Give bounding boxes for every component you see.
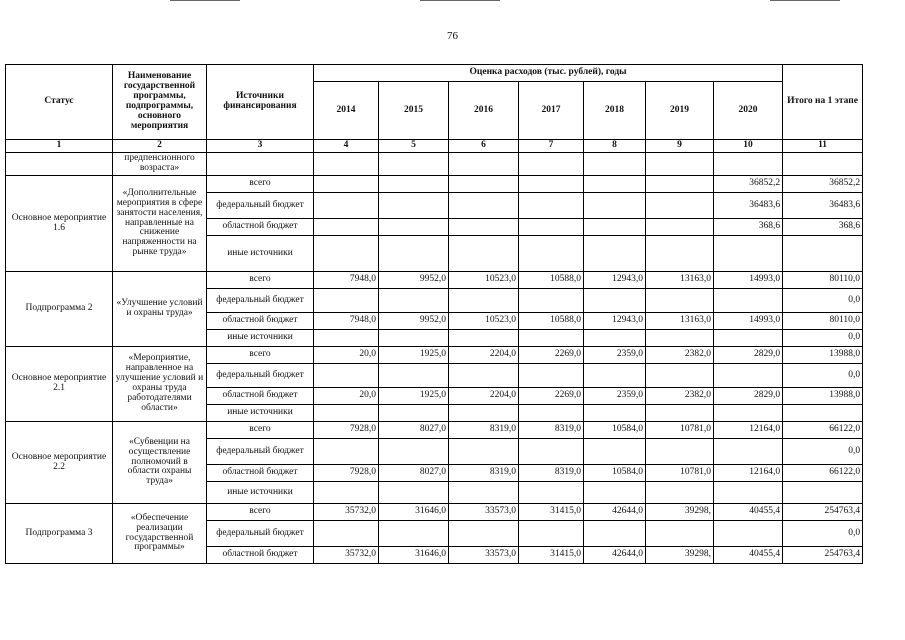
table-row xyxy=(6,176,863,193)
column-index: 4 xyxy=(314,140,379,153)
total-cell: 36483,6 xyxy=(783,193,863,219)
page-number: 76 xyxy=(447,30,458,42)
year-value-cell: 14993,0 xyxy=(714,272,783,289)
year-value-cell: 2382,0 xyxy=(646,388,714,405)
header-estimate: Оценка расходов (тыс. рублей), годы xyxy=(314,65,783,82)
total-cell: 66122,0 xyxy=(783,422,863,439)
year-value-cell xyxy=(379,439,449,465)
year-value-cell xyxy=(379,405,449,422)
year-value-cell: 7928,0 xyxy=(314,465,379,482)
column-index: 6 xyxy=(449,140,519,153)
status-cell: Основное мероприятие 1.6 xyxy=(6,176,113,272)
year-value-cell: 2269,0 xyxy=(519,347,584,364)
year-value-cell xyxy=(646,236,714,272)
funding-source-cell: федеральный бюджет xyxy=(207,364,314,388)
table-body xyxy=(6,140,863,564)
year-value-cell xyxy=(584,364,646,388)
year-value-cell: 31415,0 xyxy=(519,547,584,564)
program-name-cell: «Улучшение условий и охраны труда» xyxy=(113,272,207,347)
funding-source-cell: иные источники xyxy=(207,482,314,504)
year-value-cell: 42644,0 xyxy=(584,504,646,521)
funding-source-cell: федеральный бюджет xyxy=(207,193,314,219)
year-value-cell xyxy=(519,482,584,504)
table-row xyxy=(6,422,863,439)
program-name-cell: «Дополнительные мероприятия в сфере занятости населения, направленные на снижение напряженности на рынке труда» xyxy=(113,176,207,272)
year-value-cell xyxy=(449,439,519,465)
year-value-cell: 40455,4 xyxy=(714,547,783,564)
total-cell: 13988,0 xyxy=(783,388,863,405)
total-cell: 0,0 xyxy=(783,330,863,347)
funding-source-cell: всего xyxy=(207,347,314,364)
year-value-cell xyxy=(646,405,714,422)
year-value-cell xyxy=(379,289,449,313)
funding-source-cell: иные источники xyxy=(207,405,314,422)
year-value-cell xyxy=(584,236,646,272)
funding-source-cell: всего xyxy=(207,176,314,193)
year-value-cell: 12164,0 xyxy=(714,465,783,482)
year-value-cell xyxy=(519,521,584,547)
year-value-cell: 10588,0 xyxy=(519,272,584,289)
year-value-cell xyxy=(584,405,646,422)
year-value-cell: 10588,0 xyxy=(519,313,584,330)
year-value-cell xyxy=(379,236,449,272)
funding-source-cell: областной бюджет xyxy=(207,547,314,564)
header-year: 2014 xyxy=(314,82,379,140)
year-value-cell: 2204,0 xyxy=(449,347,519,364)
header-year: 2018 xyxy=(584,82,646,140)
year-value-cell: 39298, xyxy=(646,504,714,521)
year-value-cell xyxy=(314,193,379,219)
year-value-cell xyxy=(519,289,584,313)
status-cell: Подпрограмма 3 xyxy=(6,504,113,564)
year-value-cell xyxy=(646,176,714,193)
column-index: 10 xyxy=(714,140,783,153)
year-value-cell: 8319,0 xyxy=(449,422,519,439)
header-sources: Источники финансирования xyxy=(207,65,314,140)
total-cell: 368,6 xyxy=(783,219,863,236)
year-value-cell: 2382,0 xyxy=(646,347,714,364)
year-value-cell xyxy=(519,439,584,465)
year-value-cell xyxy=(519,405,584,422)
column-index: 1 xyxy=(6,140,113,153)
year-value-cell: 7948,0 xyxy=(314,272,379,289)
year-value-cell xyxy=(314,236,379,272)
funding-source-cell: федеральный бюджет xyxy=(207,289,314,313)
total-cell: 36852,2 xyxy=(783,176,863,193)
funding-source-cell: областной бюджет xyxy=(207,388,314,405)
funding-source-cell: иные источники xyxy=(207,330,314,347)
year-value-cell xyxy=(646,439,714,465)
year-value-cell xyxy=(646,289,714,313)
year-value-cell: 12164,0 xyxy=(714,422,783,439)
year-value-cell xyxy=(584,521,646,547)
table-row xyxy=(6,347,863,364)
year-value-cell xyxy=(379,330,449,347)
year-value-cell: 33573,0 xyxy=(449,504,519,521)
total-cell: 0,0 xyxy=(783,439,863,465)
total-cell: 254763,4 xyxy=(783,504,863,521)
year-value-cell: 7948,0 xyxy=(314,313,379,330)
total-cell: 80110,0 xyxy=(783,313,863,330)
year-value-cell: 8319,0 xyxy=(519,465,584,482)
year-value-cell xyxy=(314,219,379,236)
year-value-cell: 13163,0 xyxy=(646,313,714,330)
total-cell xyxy=(783,405,863,422)
year-value-cell xyxy=(714,482,783,504)
table-row xyxy=(6,272,863,289)
year-value-cell: 2829,0 xyxy=(714,347,783,364)
header-year: 2016 xyxy=(449,82,519,140)
year-value-cell xyxy=(379,193,449,219)
total-cell: 0,0 xyxy=(783,289,863,313)
year-value-cell: 8027,0 xyxy=(379,422,449,439)
budget-table xyxy=(5,64,863,564)
year-value-cell: 7928,0 xyxy=(314,422,379,439)
year-value-cell: 14993,0 xyxy=(714,313,783,330)
year-value-cell: 12943,0 xyxy=(584,272,646,289)
year-value-cell: 36483,6 xyxy=(714,193,783,219)
year-value-cell: 1925,0 xyxy=(379,347,449,364)
total-cell: 13988,0 xyxy=(783,347,863,364)
header-status: Статус xyxy=(6,65,113,140)
year-value-cell: 10781,0 xyxy=(646,422,714,439)
year-value-cell: 8027,0 xyxy=(379,465,449,482)
year-value-cell: 2359,0 xyxy=(584,388,646,405)
year-value-cell xyxy=(519,193,584,219)
year-value-cell: 10523,0 xyxy=(449,313,519,330)
year-value-cell xyxy=(314,289,379,313)
carry-over-name: предпенсионного возраста» xyxy=(113,153,207,176)
year-value-cell: 13163,0 xyxy=(646,272,714,289)
year-value-cell: 36852,2 xyxy=(714,176,783,193)
year-value-cell xyxy=(314,439,379,465)
year-value-cell xyxy=(519,219,584,236)
year-value-cell: 31646,0 xyxy=(379,547,449,564)
header-row xyxy=(6,65,863,82)
year-value-cell xyxy=(714,521,783,547)
year-value-cell: 8319,0 xyxy=(449,465,519,482)
year-value-cell xyxy=(646,482,714,504)
year-value-cell xyxy=(519,176,584,193)
year-value-cell xyxy=(584,439,646,465)
scan-top-edge xyxy=(770,0,840,1)
column-index: 3 xyxy=(207,140,314,153)
year-value-cell xyxy=(314,364,379,388)
funding-source-cell: областной бюджет xyxy=(207,465,314,482)
year-value-cell: 35732,0 xyxy=(314,547,379,564)
year-value-cell: 9952,0 xyxy=(379,272,449,289)
header-name: Наименование государственной программы, подпрограммы, основного мероприятия xyxy=(113,65,207,140)
funding-source-cell: областной бюджет xyxy=(207,313,314,330)
column-index: 7 xyxy=(519,140,584,153)
total-cell: 0,0 xyxy=(783,521,863,547)
column-index: 11 xyxy=(783,140,863,153)
funding-source-cell: всего xyxy=(207,272,314,289)
year-value-cell: 2359,0 xyxy=(584,347,646,364)
year-value-cell: 10523,0 xyxy=(449,272,519,289)
year-value-cell: 35732,0 xyxy=(314,504,379,521)
year-value-cell xyxy=(379,521,449,547)
year-value-cell: 1925,0 xyxy=(379,388,449,405)
column-index: 8 xyxy=(584,140,646,153)
year-value-cell xyxy=(519,236,584,272)
status-cell: Основное мероприятие 2.2 xyxy=(6,422,113,504)
year-value-cell xyxy=(314,330,379,347)
status-cell: Основное мероприятие 2.1 xyxy=(6,347,113,422)
column-index: 5 xyxy=(379,140,449,153)
year-value-cell xyxy=(314,482,379,504)
year-value-cell xyxy=(379,176,449,193)
year-value-cell: 40455,4 xyxy=(714,504,783,521)
year-value-cell xyxy=(449,330,519,347)
total-cell xyxy=(783,236,863,272)
year-value-cell xyxy=(714,289,783,313)
year-value-cell xyxy=(584,289,646,313)
header-total: Итого на 1 этапе xyxy=(783,65,863,140)
year-value-cell xyxy=(646,219,714,236)
header-year: 2017 xyxy=(519,82,584,140)
header-year: 2020 xyxy=(714,82,783,140)
year-value-cell xyxy=(449,219,519,236)
year-value-cell xyxy=(584,176,646,193)
year-value-cell: 10584,0 xyxy=(584,422,646,439)
year-value-cell: 9952,0 xyxy=(379,313,449,330)
funding-source-cell: областной бюджет xyxy=(207,219,314,236)
year-value-cell xyxy=(379,482,449,504)
header-year: 2019 xyxy=(646,82,714,140)
year-value-cell: 42644,0 xyxy=(584,547,646,564)
total-cell: 66122,0 xyxy=(783,465,863,482)
year-value-cell xyxy=(449,236,519,272)
year-value-cell xyxy=(646,521,714,547)
program-name-cell: «Обеспечение реализации государственной программы» xyxy=(113,504,207,564)
year-value-cell xyxy=(449,364,519,388)
year-value-cell xyxy=(449,289,519,313)
year-value-cell xyxy=(379,219,449,236)
year-value-cell xyxy=(449,405,519,422)
funding-source-cell: федеральный бюджет xyxy=(207,521,314,547)
year-value-cell: 31415,0 xyxy=(519,504,584,521)
year-value-cell: 2204,0 xyxy=(449,388,519,405)
table-row xyxy=(6,504,863,521)
total-cell xyxy=(783,482,863,504)
year-value-cell: 20,0 xyxy=(314,388,379,405)
program-name-cell: «Мероприятие, направленное на улучшение условий и охраны труда работодателями области» xyxy=(113,347,207,422)
year-value-cell: 368,6 xyxy=(714,219,783,236)
total-cell: 0,0 xyxy=(783,364,863,388)
year-value-cell xyxy=(449,482,519,504)
year-value-cell xyxy=(314,521,379,547)
year-value-cell xyxy=(646,330,714,347)
year-value-cell xyxy=(646,364,714,388)
funding-source-cell: всего xyxy=(207,422,314,439)
year-value-cell: 33573,0 xyxy=(449,547,519,564)
year-value-cell: 20,0 xyxy=(314,347,379,364)
year-value-cell xyxy=(449,193,519,219)
year-value-cell: 10781,0 xyxy=(646,465,714,482)
funding-source-cell: иные источники xyxy=(207,236,314,272)
year-value-cell xyxy=(714,236,783,272)
carry-over-row xyxy=(6,153,863,176)
year-value-cell xyxy=(584,330,646,347)
year-value-cell xyxy=(714,330,783,347)
year-value-cell: 8319,0 xyxy=(519,422,584,439)
funding-source-cell: федеральный бюджет xyxy=(207,439,314,465)
year-value-cell xyxy=(714,439,783,465)
program-name-cell: «Субвенции на осуществление полномочий в области охраны труда» xyxy=(113,422,207,504)
year-value-cell: 31646,0 xyxy=(379,504,449,521)
year-value-cell xyxy=(584,193,646,219)
total-cell: 254763,4 xyxy=(783,547,863,564)
year-value-cell xyxy=(519,364,584,388)
header-year: 2015 xyxy=(379,82,449,140)
column-index: 2 xyxy=(113,140,207,153)
year-value-cell xyxy=(584,482,646,504)
funding-source-cell: всего xyxy=(207,504,314,521)
year-value-cell xyxy=(449,176,519,193)
column-index: 9 xyxy=(646,140,714,153)
total-cell: 80110,0 xyxy=(783,272,863,289)
year-value-cell xyxy=(714,405,783,422)
column-index-row xyxy=(6,140,863,153)
scan-top-edge xyxy=(170,0,240,1)
year-value-cell: 39298, xyxy=(646,547,714,564)
year-value-cell xyxy=(449,521,519,547)
year-value-cell xyxy=(519,330,584,347)
scan-top-edge xyxy=(420,0,500,1)
year-value-cell: 2269,0 xyxy=(519,388,584,405)
year-value-cell xyxy=(314,176,379,193)
year-value-cell xyxy=(584,219,646,236)
year-value-cell: 2829,0 xyxy=(714,388,783,405)
year-value-cell: 10584,0 xyxy=(584,465,646,482)
year-value-cell xyxy=(314,405,379,422)
status-cell: Подпрограмма 2 xyxy=(6,272,113,347)
year-value-cell xyxy=(646,193,714,219)
year-value-cell xyxy=(714,364,783,388)
year-value-cell xyxy=(379,364,449,388)
year-value-cell: 12943,0 xyxy=(584,313,646,330)
